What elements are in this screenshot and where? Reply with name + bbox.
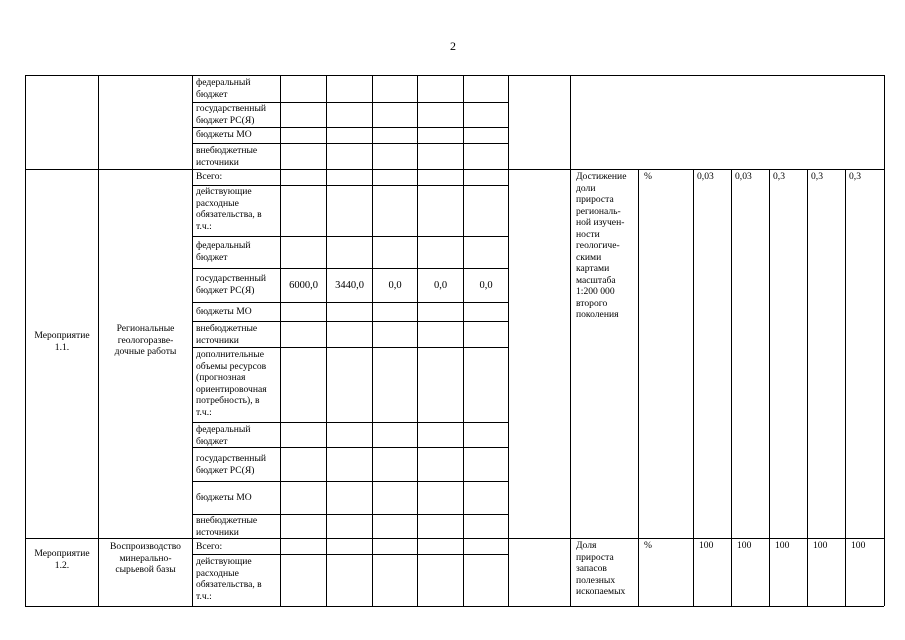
source-state-label: государственный бюджет РС(Я) xyxy=(196,453,267,476)
target-value: 0,03 xyxy=(735,171,752,182)
source-additional-label: дополнительные объемы ресурсов (прогнозная ориентировочная потребность), в т.ч.: xyxy=(196,349,267,418)
value-cell: 6000,0 xyxy=(289,280,318,291)
source-federal-label: федеральный бюджет xyxy=(196,424,251,447)
source-offbudget-label: внебюджетные источники xyxy=(196,323,258,346)
event-1-2-name: Воспроизводство минерально- сырьевой базы xyxy=(110,541,181,575)
value-cell: 0,0 xyxy=(388,280,402,291)
target-value: 100 xyxy=(775,540,790,551)
target-value: 100 xyxy=(813,540,828,551)
source-mo-label: бюджеты МО xyxy=(196,306,252,317)
event-1-2-indicator: Доля прироста запасов полезных ископаемых xyxy=(576,540,626,597)
source-state-label: государственный бюджет РС(Я) xyxy=(196,273,267,296)
source-mo-label: бюджеты МО xyxy=(196,129,252,140)
target-value: 0,3 xyxy=(849,171,861,182)
target-value: 100 xyxy=(737,540,752,551)
target-value: 0,3 xyxy=(811,171,823,182)
event-1-2-unit: % xyxy=(644,540,652,551)
target-value: 0,03 xyxy=(697,171,714,182)
page-number: 2 xyxy=(450,39,456,53)
source-federal-label: федеральный бюджет xyxy=(196,240,251,263)
source-current-label: действующие расходные обязательства, в т.ч.: xyxy=(196,186,262,232)
target-value: 100 xyxy=(699,540,714,551)
event-1-1-unit: % xyxy=(644,171,652,182)
source-total-label: Всего: xyxy=(196,171,223,182)
target-value: 0,3 xyxy=(773,171,785,182)
value-cell: 0,0 xyxy=(479,280,493,291)
event-1-2-code: Мероприятие 1.2. xyxy=(34,548,90,571)
source-offbudget-label: внебюджетные источники xyxy=(196,145,258,168)
source-offbudget-label: внебюджетные источники xyxy=(196,515,258,538)
event-1-1-code: Мероприятие 1.1. xyxy=(34,330,90,353)
source-federal-label: федеральный бюджет xyxy=(196,77,251,100)
source-total-label: Всего: xyxy=(196,541,223,552)
source-current-label: действующие расходные обязательства, в т.ч.: xyxy=(196,556,262,602)
source-mo-label: бюджеты МО xyxy=(196,492,252,503)
source-state-label: государственный бюджет РС(Я) xyxy=(196,103,267,126)
event-1-1-name: Региональные геологоразве- дочные работы xyxy=(114,323,177,357)
event-1-1-indicator: Достижение доли прироста региональ- ной изучен- ности геологиче- скими картами масштаба 1:200 000 второго поколения xyxy=(576,171,627,320)
value-cell: 0,0 xyxy=(433,280,448,291)
value-cell: 3440,0 xyxy=(335,280,364,291)
target-value: 100 xyxy=(851,540,866,551)
